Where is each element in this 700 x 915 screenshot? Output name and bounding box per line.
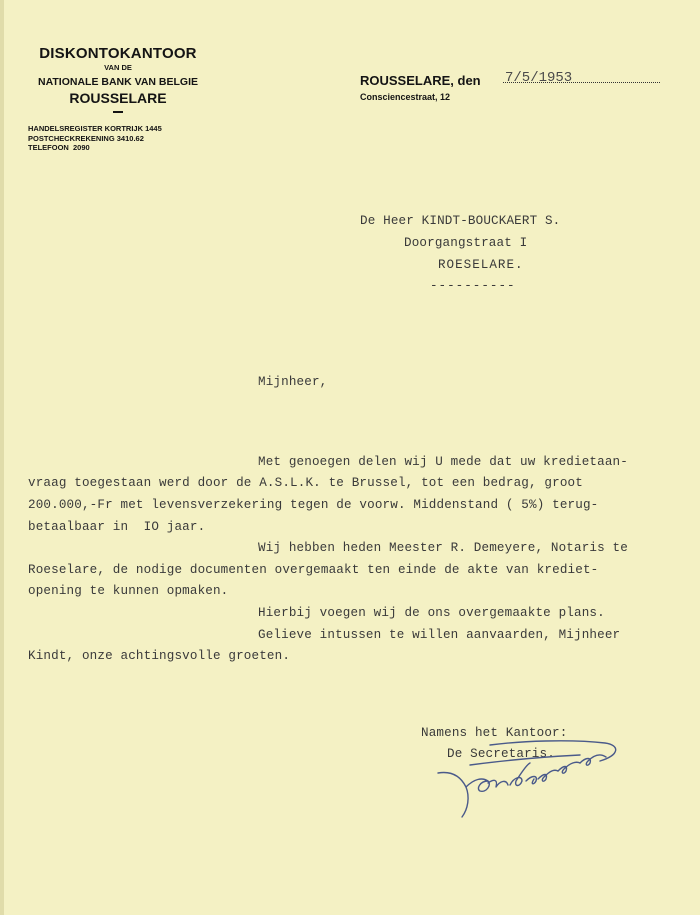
letterhead-registration	[28, 124, 218, 153]
body-line: Hierbij voegen wij de ons overgemaakte plans.	[258, 606, 605, 620]
page-edge	[0, 0, 4, 915]
body-line: Kindt, onze achtingsvolle groeten.	[28, 649, 291, 663]
handelsregister: HANDELSREGISTER KORTRIJK 1445	[28, 124, 162, 133]
salutation: Mijnheer,	[258, 375, 328, 389]
letterhead	[28, 45, 218, 153]
letterhead-name: DISKONTOKANTOOR	[39, 45, 197, 62]
body-line: vraag toegestaan werd door de A.S.L.K. te Brussel, tot een bedrag, groot	[28, 476, 583, 490]
addressee-city: ROESELARE.	[438, 258, 524, 272]
addressee-street: Doorgangstraat I	[404, 236, 528, 250]
letterhead-city: ROUSSELARE	[69, 90, 167, 106]
letterhead-van-de: VAN DE	[104, 63, 132, 72]
handwritten-signature	[430, 735, 630, 825]
letter-date: 7/5/1953	[505, 70, 573, 86]
body-line: Roeselare, de nodige documenten overgemaakt ten einde de akte van krediet-	[28, 563, 599, 577]
telefoon: TELEFOON 2090	[28, 143, 90, 152]
body-line: 200.000,-Fr met levensverzekering tegen de voorw. Middenstand ( 5%) terug-	[28, 498, 599, 512]
body-line: Met genoegen delen wij U mede dat uw kredietaan-	[258, 455, 628, 469]
body-line: betaalbaar in IO jaar.	[28, 520, 206, 534]
body-line: Gelieve intussen te willen aanvaarden, Mijnheer	[258, 628, 621, 642]
addressee-rule: ----------	[430, 279, 516, 293]
body-line: Wij hebben heden Meester R. Demeyere, Notaris te	[258, 541, 628, 555]
body-line: opening te kunnen opmaken.	[28, 584, 229, 598]
closing-title: De Secretaris.	[447, 747, 555, 761]
postcheckrekening: POSTCHECKREKENING 3410.62	[28, 133, 144, 143]
letterhead-bank: NATIONALE BANK VAN BELGIE	[37, 76, 199, 88]
closing-office: Namens het Kantoor:	[421, 726, 568, 740]
addressee-name: De Heer KINDT-BOUCKAERT S.	[360, 214, 561, 228]
letterhead-divider	[113, 111, 123, 113]
sender-street: Consciencestraat, 12	[360, 92, 451, 102]
place-line: ROUSSELARE, den	[360, 73, 481, 88]
